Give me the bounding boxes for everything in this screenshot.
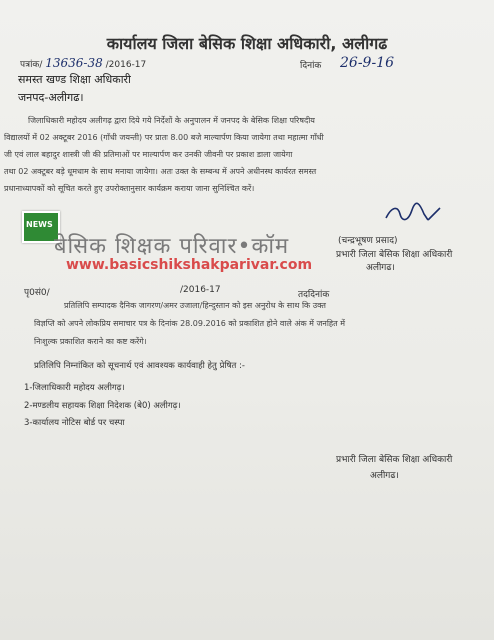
body-line: जिलाधिकारी महोदय अलीगढ़ द्वारा दिये गये निर्देशों के अनुपालन में जनपद के बेसिक शिक्षा परिषदीय [28,116,315,125]
patrank-label: पत्रांक/ [20,60,43,70]
letter-body [4,112,488,197]
copy-item: 1-जिलाधिकारी महोदय अलीगढ़। [24,383,125,393]
signature-scribble-icon [384,200,444,228]
patrank-number: 13636-38 [45,56,103,70]
ref2-date: तददिनांक [298,290,330,300]
body2-line: विज्ञप्ति को अपने लोकप्रिय समाचार पत्र के दिनांक 28.09.2016 को प्रकाशित होने वाले अंक में जनहित में [34,319,346,328]
body-line: विद्यालयों में 02 अक्टूबर 2016 (गाँधी जयन्ती) पर प्रातः 8.00 बजे माल्यार्पण किया जायेगा तथा महात्मा गाँधी [4,133,324,142]
date-label: दिनांक [300,61,322,71]
watermark-title: बेसिक शिक्षक परिवार•कॉम [54,234,290,259]
signatory-name: (चन्द्रभूषण प्रसाद) [338,236,398,246]
patrank-year: /2016-17 [105,60,147,70]
addressee-line-2: जनपद-अलीगढ। [18,91,84,104]
signatory-designation: प्रभारी जिला बेसिक शिक्षा अधिकारी [336,250,453,260]
body2-line: प्रतिलिपि सम्पादक दैनिक जागरण/अमर उजाला/हिन्दुस्तान को इस अनुरोध के साथ कि उक्त [64,301,326,310]
body-line: तथा 02 अक्टूबर बड़े धूमधाम के साथ मनाया जायेगा। अतः उक्त के सम्बन्ध में अपने अधीनस्थ कार्यरत समस्त [4,167,317,176]
copy-item: 2-मण्डलीय सहायक शिक्षा निदेशक (बे0) अलीगढ़। [24,401,181,411]
date-value: 26-9-16 [340,55,394,71]
watermark-url: www.basicshikshakparivar.com [66,257,313,273]
body2-line: निःशुल्क प्रकाशित कराने का कष्ट करेंगे। [34,337,147,346]
signatory-place: अलीगढ। [366,263,395,273]
copy-heading: प्रतिलिपि निम्नांकित को सूचनार्थ एवं आवश्यक कार्यवाही हेतु प्रेषित :- [34,361,245,371]
ref2-year: /2016-17 [180,285,221,295]
body-line: जी एवं लाल बहादुर शास्त्री जी की प्रतिमाओं पर माल्यार्पण कर उनकी जीवनी पर प्रकाश डाला जायेगा [4,150,293,159]
addressee-line-1: समस्त खण्ड शिक्षा अधिकारी [18,73,131,86]
signature-mark [384,200,444,233]
copy-body [34,297,494,351]
office-title: कार्यालय जिला बेसिक शिक्षा अधिकारी, अलीगढ [106,34,388,53]
news-logo-text: NEWS [26,220,53,229]
copy-item: 3-कार्यालय नोटिस बोर्ड पर चस्पा [24,418,125,428]
patrank-line [20,56,146,70]
ref2-patrank: पृ0सं0/ [24,288,50,298]
signatory2-place: अलीगढ। [370,471,399,481]
signatory2-designation: प्रभारी जिला बेसिक शिक्षा अधिकारी [336,455,453,465]
body-line: प्रधानाध्यापकों को सूचित करते हुए उपरोक्तानुसार कार्यक्रम कराया जाना सुनिश्चित करें। [4,184,255,193]
